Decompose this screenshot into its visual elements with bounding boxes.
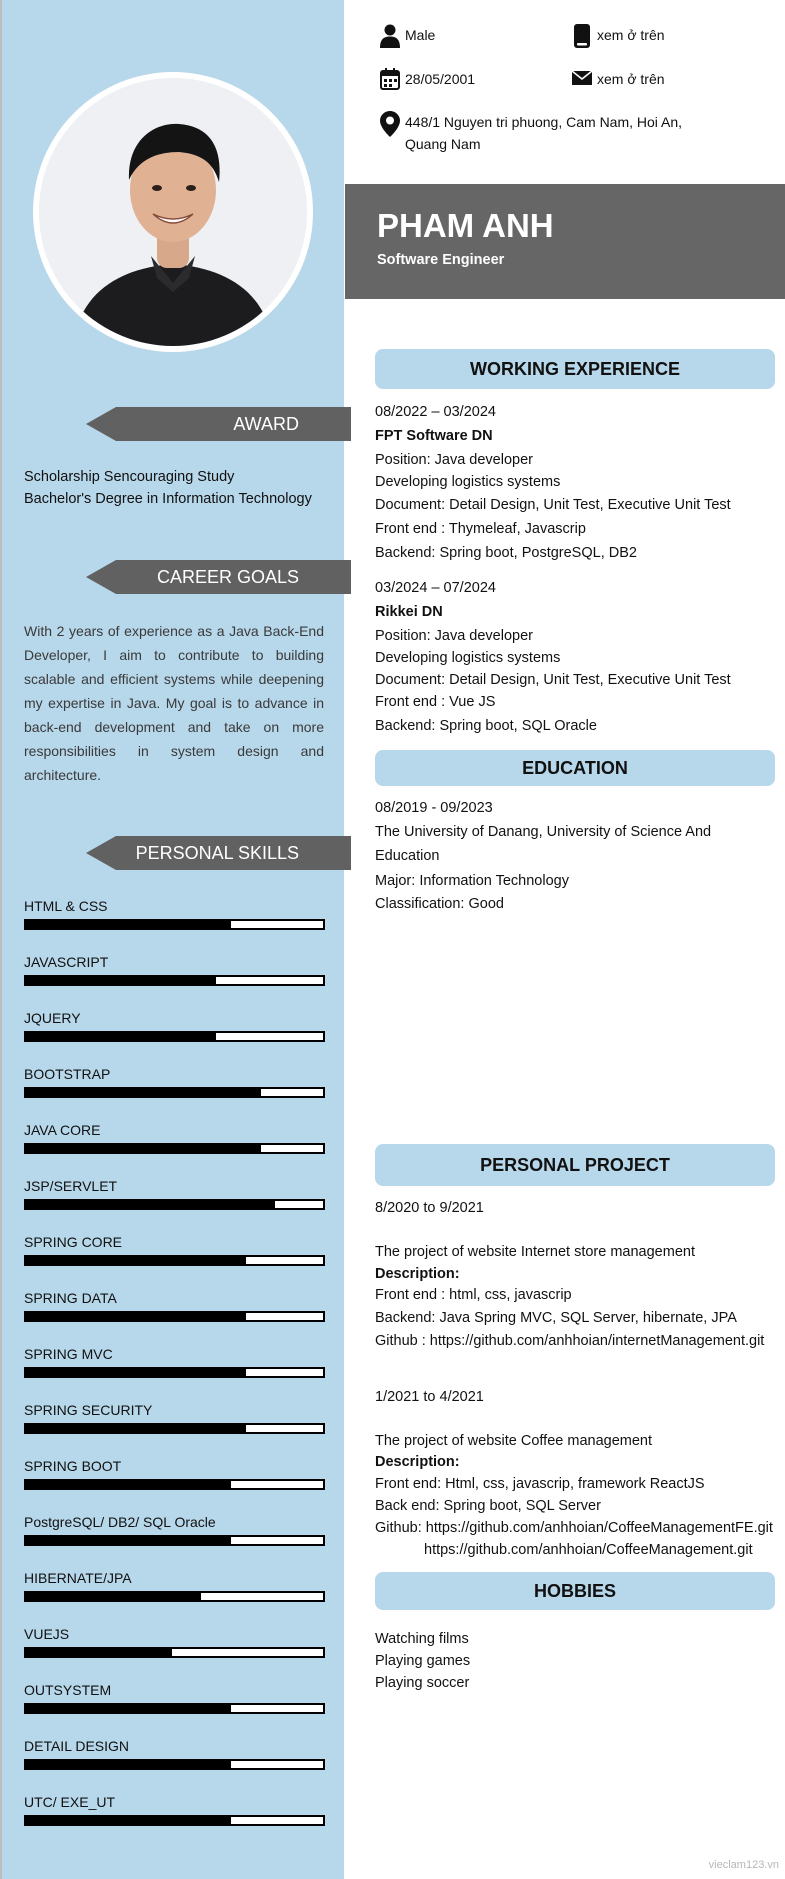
job-period: 08/2022 – 03/2024 (375, 404, 496, 420)
skill-name: JAVA CORE (24, 1122, 101, 1138)
education-school: Education (375, 848, 440, 864)
skill-name: OUTSYSTEM (24, 1682, 112, 1698)
experience-heading: WORKING EXPERIENCE (375, 349, 775, 389)
skill-level-bar (24, 1255, 325, 1266)
award-list (24, 466, 324, 510)
hobbies-heading: HOBBIES (375, 1572, 775, 1610)
project-line: Front end: Html, css, javascrip, framework ReactJS (375, 1476, 705, 1492)
job-line: Position: Java developer (375, 628, 533, 644)
project-github-link[interactable]: Github: https://github.com/anhhoian/CoffeeManagementFE.git (375, 1520, 773, 1536)
watermark: vieclam123.vn (708, 1859, 779, 1871)
skill-name: SPRING BOOT (24, 1458, 122, 1474)
name-banner (345, 184, 785, 299)
project-line: Front end : html, css, javascrip (375, 1287, 572, 1303)
skill-level-fill (26, 1481, 231, 1488)
skill-level-fill (26, 1761, 231, 1768)
career-goals-title: CAREER GOALS (156, 567, 299, 587)
projects-heading: PERSONAL PROJECT (375, 1144, 775, 1186)
skill-level-fill (26, 1537, 231, 1544)
address-line-1: 448/1 Nguyen tri phuong, Cam Nam, Hoi An, (405, 114, 683, 130)
project-github-link[interactable]: https://github.com/anhhoian/CoffeeManagement.git (424, 1542, 753, 1558)
skill-level-bar (24, 1423, 325, 1434)
project-desc-label (375, 1451, 460, 1473)
banner-arrow (86, 836, 116, 870)
calendar-icon (380, 68, 400, 90)
skill-name: PostgreSQL/ DB2/ SQL Oracle (24, 1514, 216, 1530)
skills-title: PERSONAL SKILLS (135, 843, 299, 863)
education-major: Major: Information Technology (375, 873, 569, 889)
skill-name: SPRING CORE (24, 1234, 123, 1250)
skill-level-bar (24, 1031, 325, 1042)
project-line: Back end: Spring boot, SQL Server (375, 1498, 601, 1514)
skill-item (24, 1569, 325, 1602)
skill-item (24, 1625, 325, 1658)
project-name: The project of website Coffee management (375, 1433, 653, 1449)
job-line: Backend: Spring boot, PostgreSQL, DB2 (375, 545, 637, 561)
job-line: Position: Java developer (375, 452, 533, 468)
skill-level-bar (24, 1703, 325, 1714)
skills-banner (86, 836, 351, 870)
skill-level-fill (26, 1257, 246, 1264)
award-item: Bachelor's Degree in Information Technology (24, 491, 312, 507)
skill-level-fill (26, 1313, 246, 1320)
job-line: Backend: Spring boot, SQL Oracle (375, 718, 597, 734)
project-line: Backend: Java Spring MVC, SQL Server, hibernate, JPA (375, 1310, 737, 1326)
skill-item (24, 1289, 325, 1322)
phone-icon (572, 24, 592, 48)
skill-name: VUEJS (24, 1626, 70, 1642)
company-name: Rikkei DN (375, 604, 443, 620)
skill-name: SPRING MVC (24, 1346, 113, 1362)
award-title: AWARD (233, 414, 299, 434)
job-line: Front end : Vue JS (375, 694, 496, 710)
skill-name: JSP/SERVLET (24, 1178, 118, 1194)
skill-level-bar (24, 1759, 325, 1770)
skill-level-bar (24, 1479, 325, 1490)
job-period: 03/2024 – 07/2024 (375, 580, 496, 596)
mail-icon (572, 68, 592, 88)
skill-name: DETAIL DESIGN (24, 1738, 130, 1754)
address-row (380, 111, 760, 157)
skill-name: SPRING DATA (24, 1290, 117, 1306)
skill-item (24, 1345, 325, 1378)
skill-name: BOOTSTRAP (24, 1066, 111, 1082)
skill-item (24, 1737, 325, 1770)
project-period: 8/2020 to 9/2021 (375, 1200, 484, 1216)
skill-level-fill (26, 1033, 216, 1040)
award-banner (86, 407, 351, 441)
avatar-photo (39, 78, 307, 346)
skill-item (24, 1065, 325, 1098)
email-text: xem ở trên (597, 71, 665, 87)
person-icon (380, 24, 400, 48)
hobby-item: Playing games (375, 1653, 471, 1669)
skill-level-fill (26, 1817, 231, 1824)
skill-level-bar (24, 1199, 325, 1210)
birthday-text: 28/05/2001 (405, 71, 476, 87)
skill-level-fill (26, 921, 231, 928)
desc-label: Description: (375, 1266, 460, 1282)
skill-level-fill (26, 1425, 246, 1432)
skill-level-fill (26, 977, 216, 984)
skill-item (24, 1513, 325, 1546)
project-desc-label (375, 1263, 460, 1285)
award-item: Scholarship Sencouraging Study (24, 469, 235, 485)
skill-name: HIBERNATE/JPA (24, 1570, 132, 1586)
person-portrait (39, 78, 307, 346)
skill-level-bar (24, 1591, 325, 1602)
education-school: The University of Danang, University of Science And (375, 824, 712, 840)
education-classification: Classification: Good (375, 896, 504, 912)
skill-level-bar (24, 1143, 325, 1154)
skill-item (24, 897, 325, 930)
skill-item (24, 1401, 325, 1434)
skill-level-fill (26, 1705, 231, 1712)
skill-level-fill (26, 1145, 261, 1152)
location-pin-icon (380, 111, 400, 137)
career-goals-text: With 2 years of experience as a Java Back-End Developer, I aim to contribute to building scalable and efficient systems while deepening my expertise in Java. My goal is to advance in back-end development and take on more responsibilities in system design and architecture. (24, 623, 324, 783)
company-name: FPT Software DN (375, 428, 493, 444)
skill-level-bar (24, 1815, 325, 1826)
skill-item (24, 1177, 325, 1210)
skill-item (24, 1793, 325, 1826)
phone-text: xem ở trên (597, 27, 665, 43)
address-line-2: Quang Nam (405, 136, 481, 152)
skill-level-fill (26, 1201, 275, 1208)
skill-name: UTC/ EXE_UT (24, 1794, 116, 1810)
skill-level-bar (24, 1535, 325, 1546)
skill-level-bar (24, 1367, 325, 1378)
skill-name: HTML & CSS (24, 898, 108, 914)
education-period: 08/2019 - 09/2023 (375, 800, 493, 816)
skill-item (24, 953, 325, 986)
skill-item (24, 1233, 325, 1266)
job-line: Front end : Thymeleaf, Javascrip (375, 521, 586, 537)
job-title: Software Engineer (377, 252, 505, 268)
career-goals-banner (86, 560, 351, 594)
skill-level-fill (26, 1089, 261, 1096)
skill-level-bar (24, 1087, 325, 1098)
skill-name: SPRING SECURITY (24, 1402, 153, 1418)
job-company (375, 425, 493, 447)
job-line: Developing logistics systems (375, 650, 561, 666)
hobby-item: Playing soccer (375, 1675, 470, 1691)
education-heading: EDUCATION (375, 750, 775, 786)
desc-label: Description: (375, 1454, 460, 1470)
skill-name: JQUERY (24, 1010, 81, 1026)
banner-arrow (86, 560, 116, 594)
project-name: The project of website Internet store management (375, 1244, 695, 1260)
full-name: PHAM ANH (377, 207, 554, 244)
page-edge (0, 0, 2, 1879)
project-github-link[interactable]: Github : https://github.com/anhhoian/internetManagement.git (375, 1333, 765, 1349)
skill-name: JAVASCRIPT (24, 954, 109, 970)
project-period: 1/2021 to 4/2021 (375, 1389, 484, 1405)
job-company (375, 601, 443, 623)
skill-level-bar (24, 919, 325, 930)
skill-item (24, 1121, 325, 1154)
skill-level-fill (26, 1593, 201, 1600)
skill-item (24, 1681, 325, 1714)
job-line: Document: Detail Design, Unit Test, Executive Unit Test (375, 672, 731, 688)
gender-text: Male (405, 27, 436, 43)
job-line: Developing logistics systems (375, 474, 561, 490)
skill-level-bar (24, 1311, 325, 1322)
skill-level-fill (26, 1369, 246, 1376)
skill-item (24, 1009, 325, 1042)
avatar (33, 72, 313, 352)
skill-level-bar (24, 1647, 325, 1658)
skill-level-bar (24, 975, 325, 986)
banner-arrow (86, 407, 116, 441)
skill-level-fill (26, 1649, 172, 1656)
hobby-item: Watching films (375, 1631, 469, 1647)
job-line: Document: Detail Design, Unit Test, Executive Unit Test (375, 497, 731, 513)
skill-item (24, 1457, 325, 1490)
